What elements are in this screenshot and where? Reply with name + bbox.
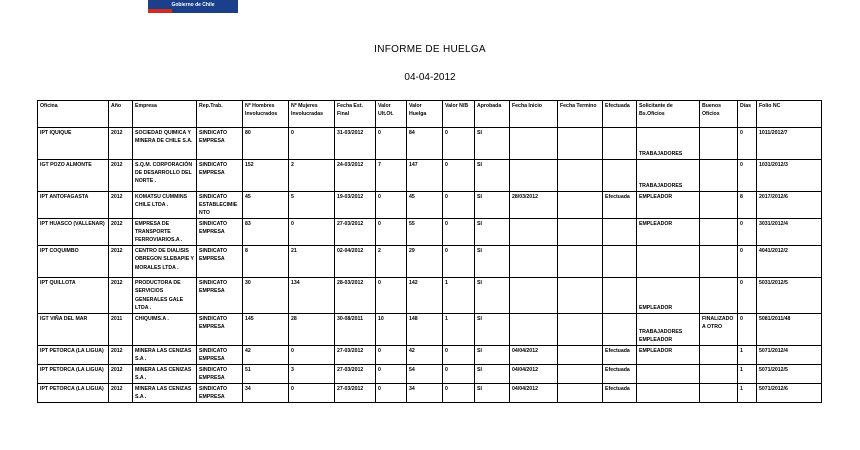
- table-cell: 2012: [109, 192, 133, 219]
- table-cell: 28: [289, 313, 335, 345]
- table-cell: SINDICATO EMPRESA: [197, 128, 243, 160]
- table-cell: 0: [376, 128, 407, 160]
- table-cell: 84: [407, 128, 443, 160]
- table-cell: 0: [738, 278, 757, 313]
- table-cell: [510, 246, 558, 278]
- table-cell: MINERA LAS CENIZAS S.A .: [133, 345, 197, 364]
- table-cell: 27-03/2012: [335, 345, 376, 364]
- table-cell: EMPLEADOR: [637, 192, 700, 219]
- table-cell: Efectuada: [603, 192, 637, 219]
- table-cell: 30-08/2011: [335, 313, 376, 345]
- table-cell: 42: [407, 345, 443, 364]
- table-cell: [700, 160, 738, 192]
- report-title: INFORME DE HUELGA: [374, 44, 486, 55]
- table-cell: 80: [243, 128, 289, 160]
- table-cell: SINDICATO EMPRESA: [197, 246, 243, 278]
- table-cell: 54: [407, 364, 443, 383]
- table-cell: SI: [475, 278, 510, 313]
- table-cell: 0: [289, 128, 335, 160]
- table-cell: [603, 160, 637, 192]
- table-cell: 34: [243, 383, 289, 402]
- table-cell: 0: [376, 383, 407, 402]
- table-cell: 0: [738, 246, 757, 278]
- column-header: Rep.Trab.: [197, 101, 243, 128]
- table-cell: 30: [243, 278, 289, 313]
- table-cell: 04/04/2012: [510, 364, 558, 383]
- table-cell: 19-03/2012: [335, 192, 376, 219]
- gobierno-de-chile-logo: [148, 0, 238, 13]
- table-row: [38, 246, 822, 278]
- table-cell: 0: [738, 219, 757, 246]
- table-cell: [700, 383, 738, 402]
- table-cell: [700, 128, 738, 160]
- table-cell: 0: [289, 219, 335, 246]
- strike-report-table: [37, 100, 822, 403]
- table-cell: [558, 313, 603, 345]
- table-cell: 51: [243, 364, 289, 383]
- table-cell: 31-03/2012: [335, 128, 376, 160]
- column-header: Fecha Termino: [558, 101, 603, 128]
- table-cell: [558, 383, 603, 402]
- table-cell: 134: [289, 278, 335, 313]
- table-cell: EMPLEADOR: [637, 278, 700, 313]
- table-cell: 0: [289, 345, 335, 364]
- table-cell: 5071/2012/5: [757, 364, 822, 383]
- table-cell: 147: [407, 160, 443, 192]
- table-cell: SINDICATO EMPRESA: [197, 383, 243, 402]
- table-cell: IPT COQUIMBO: [38, 246, 109, 278]
- table-cell: 0: [443, 383, 475, 402]
- table-cell: [603, 128, 637, 160]
- table-cell: [700, 345, 738, 364]
- table-cell: SINDICATO EMPRESA: [197, 345, 243, 364]
- table-cell: 1: [443, 313, 475, 345]
- column-header: Folio NC: [757, 101, 822, 128]
- table-row: [38, 192, 822, 219]
- table-cell: 2: [376, 246, 407, 278]
- table-cell: S.Q.M. CORPORACIÓN DE DESARROLLO DEL NORTE .: [133, 160, 197, 192]
- table-cell: IPT QUILLOTA: [38, 278, 109, 313]
- table-cell: 27-03/2012: [335, 219, 376, 246]
- column-header: Empresa: [133, 101, 197, 128]
- table-cell: SI: [475, 383, 510, 402]
- table-cell: 0: [443, 345, 475, 364]
- table-cell: 24-03/2012: [335, 160, 376, 192]
- table-cell: IPT ANTOFAGASTA: [38, 192, 109, 219]
- table-cell: SI: [475, 246, 510, 278]
- table-cell: [700, 219, 738, 246]
- table-cell: 0: [738, 160, 757, 192]
- table-cell: 27-03/2012: [335, 364, 376, 383]
- table-cell: IPT PETORCA (LA LIGUA): [38, 345, 109, 364]
- table-cell: 1: [738, 345, 757, 364]
- table-cell: SI: [475, 345, 510, 364]
- table-cell: 0: [376, 219, 407, 246]
- column-header: Días: [738, 101, 757, 128]
- table-cell: [558, 364, 603, 383]
- table-row: [38, 313, 822, 345]
- table-cell: 0: [443, 128, 475, 160]
- table-cell: [700, 192, 738, 219]
- table-cell: CHIQUIMS.A .: [133, 313, 197, 345]
- table-cell: [603, 313, 637, 345]
- column-header: Valor N/B: [443, 101, 475, 128]
- column-header: Fecha Inicio: [510, 101, 558, 128]
- table-cell: FINALIZADO A OTRO: [700, 313, 738, 345]
- table-row: [38, 364, 822, 383]
- table-cell: MINERA LAS CENIZAS S.A .: [133, 364, 197, 383]
- table-cell: 0: [443, 160, 475, 192]
- column-header: Nº Hombres Involucrados: [243, 101, 289, 128]
- table-cell: 1: [738, 383, 757, 402]
- table-cell: 0: [376, 345, 407, 364]
- table-row: [38, 160, 822, 192]
- table-cell: [700, 246, 738, 278]
- table-cell: 34: [407, 383, 443, 402]
- table-cell: [510, 278, 558, 313]
- table-cell: TRABAJADORES: [637, 160, 700, 192]
- table-cell: 2012: [109, 219, 133, 246]
- table-cell: 3: [289, 364, 335, 383]
- table-cell: SINDICATO EMPRESA: [197, 364, 243, 383]
- table-cell: Efectuada: [603, 345, 637, 364]
- table-cell: [558, 128, 603, 160]
- table-cell: [558, 219, 603, 246]
- table-cell: MINERA LAS CENIZAS S.A .: [133, 383, 197, 402]
- table-cell: 0: [738, 313, 757, 345]
- table-cell: 2012: [109, 345, 133, 364]
- table-cell: 5081/2011/48: [757, 313, 822, 345]
- column-header: Valor Huelga: [407, 101, 443, 128]
- table-cell: TRABAJADORES EMPLEADOR: [637, 313, 700, 345]
- column-header: Nº Mujeres Involucradas: [289, 101, 335, 128]
- table-cell: IPT PETORCA (LA LIGUA): [38, 364, 109, 383]
- table-cell: SINDICATO EMPRESA: [197, 219, 243, 246]
- table-cell: [637, 383, 700, 402]
- table-cell: EMPLEADOR: [637, 345, 700, 364]
- table-cell: 2012: [109, 160, 133, 192]
- table-cell: 2: [289, 160, 335, 192]
- table-cell: IPT IQUIQUE: [38, 128, 109, 160]
- column-header: Aprobada: [475, 101, 510, 128]
- column-header: Oficina: [38, 101, 109, 128]
- table-cell: SI: [475, 128, 510, 160]
- table-cell: KOMATSU CUMMINS CHILE LTDA .: [133, 192, 197, 219]
- table-cell: SI: [475, 364, 510, 383]
- table-cell: [700, 278, 738, 313]
- table-cell: SI: [475, 313, 510, 345]
- table-cell: EMPLEADOR: [637, 219, 700, 246]
- table-cell: 2012: [109, 364, 133, 383]
- table-row: [38, 128, 822, 160]
- table-cell: [558, 345, 603, 364]
- table-cell: SI: [475, 160, 510, 192]
- table-cell: 02-04/2012: [335, 246, 376, 278]
- table-cell: CENTRO DE DIALISIS OBREGON SLEBAPIE Y MORALES LTDA .: [133, 246, 197, 278]
- table-cell: [510, 160, 558, 192]
- table-cell: Efectuada: [603, 364, 637, 383]
- column-header: Año: [109, 101, 133, 128]
- table-cell: 5: [289, 192, 335, 219]
- table-cell: SI: [475, 192, 510, 219]
- table-cell: SINDICATO EMPRESA: [197, 160, 243, 192]
- table-cell: [558, 246, 603, 278]
- table-cell: 1031/2012/3: [757, 160, 822, 192]
- table-cell: 83: [243, 219, 289, 246]
- table-cell: 5031/2012/5: [757, 278, 822, 313]
- table-cell: [603, 219, 637, 246]
- table-cell: EMPRESA DE TRANSPORTE FERROVIARIOS.A .: [133, 219, 197, 246]
- logo-red-bar: [148, 9, 172, 13]
- table-cell: [603, 246, 637, 278]
- table-cell: 10: [376, 313, 407, 345]
- table-cell: 42: [243, 345, 289, 364]
- table-cell: [637, 364, 700, 383]
- table-cell: PRODUCTORA DE SERVICIOS GENERALES GALE LTDA .: [133, 278, 197, 313]
- table-cell: TRABAJADORES: [637, 128, 700, 160]
- table-cell: 7: [376, 160, 407, 192]
- table-cell: [510, 128, 558, 160]
- table-cell: 148: [407, 313, 443, 345]
- table-cell: 1: [738, 364, 757, 383]
- table-cell: IGT POZO ALMONTE: [38, 160, 109, 192]
- table-cell: 0: [376, 364, 407, 383]
- table-header-row: [38, 101, 822, 128]
- table-cell: [558, 160, 603, 192]
- table-cell: [603, 278, 637, 313]
- table-cell: [558, 278, 603, 313]
- table-cell: 0: [443, 246, 475, 278]
- table-row: [38, 219, 822, 246]
- table-cell: 28-03/2012: [335, 278, 376, 313]
- table-cell: 45: [243, 192, 289, 219]
- table-cell: 28/03/2012: [510, 192, 558, 219]
- table-cell: 0: [376, 192, 407, 219]
- table-cell: [510, 313, 558, 345]
- table-cell: 2012: [109, 128, 133, 160]
- table-cell: 2012: [109, 278, 133, 313]
- table-cell: 4041/2012/2: [757, 246, 822, 278]
- table-cell: 0: [289, 383, 335, 402]
- table-cell: 145: [243, 313, 289, 345]
- table-cell: 29: [407, 246, 443, 278]
- table-cell: 04/04/2012: [510, 345, 558, 364]
- table-cell: 0: [738, 128, 757, 160]
- table-cell: [558, 192, 603, 219]
- table-cell: 0: [376, 278, 407, 313]
- column-header: Solicitante de Bs.Oficios: [637, 101, 700, 128]
- table-cell: 5071/2012/4: [757, 345, 822, 364]
- table-row: [38, 278, 822, 313]
- table-cell: 04/04/2012: [510, 383, 558, 402]
- table-cell: 0: [443, 219, 475, 246]
- table-cell: SI: [475, 219, 510, 246]
- table-cell: SINDICATO EMPRESA: [197, 313, 243, 345]
- table-cell: 5071/2012/6: [757, 383, 822, 402]
- table-cell: 8: [738, 192, 757, 219]
- column-header: Valor Ult.Ot.: [376, 101, 407, 128]
- table-cell: 2011: [109, 313, 133, 345]
- table-cell: 1011/2012/7: [757, 128, 822, 160]
- table-cell: 55: [407, 219, 443, 246]
- table-cell: Efectuada: [603, 383, 637, 402]
- table-cell: [637, 246, 700, 278]
- column-header: Fecha Est. Final: [335, 101, 376, 128]
- gov-label: Gobierno de Chile: [171, 2, 215, 8]
- table-cell: SOCIEDAD QUIMICA Y MINERA DE CHILE S.A.: [133, 128, 197, 160]
- table-cell: SINDICATO ESTABLECIMIENTO: [197, 192, 243, 219]
- table-row: [38, 345, 822, 364]
- table-cell: 152: [243, 160, 289, 192]
- table-cell: IPT HUASCO (VALLENAR): [38, 219, 109, 246]
- table-cell: [510, 219, 558, 246]
- table-cell: 27-03/2012: [335, 383, 376, 402]
- table-cell: 2012: [109, 246, 133, 278]
- table-cell: 0: [443, 192, 475, 219]
- table-cell: 2017/2012/6: [757, 192, 822, 219]
- table-cell: SINDICATO EMPRESA: [197, 278, 243, 313]
- table-cell: 45: [407, 192, 443, 219]
- table-cell: 1: [443, 278, 475, 313]
- table-cell: 142: [407, 278, 443, 313]
- column-header: Buenos Oficios: [700, 101, 738, 128]
- report-date: 04-04-2012: [404, 72, 456, 83]
- table-cell: 2012: [109, 383, 133, 402]
- column-header: Efectuada: [603, 101, 637, 128]
- table-cell: 3031/2012/4: [757, 219, 822, 246]
- table-cell: 21: [289, 246, 335, 278]
- table-row: [38, 383, 822, 402]
- table-cell: 8: [243, 246, 289, 278]
- table-cell: IGT VIÑA DEL MAR: [38, 313, 109, 345]
- table-cell: IPT PETORCA (LA LIGUA): [38, 383, 109, 402]
- table-cell: [700, 364, 738, 383]
- table-cell: 0: [443, 364, 475, 383]
